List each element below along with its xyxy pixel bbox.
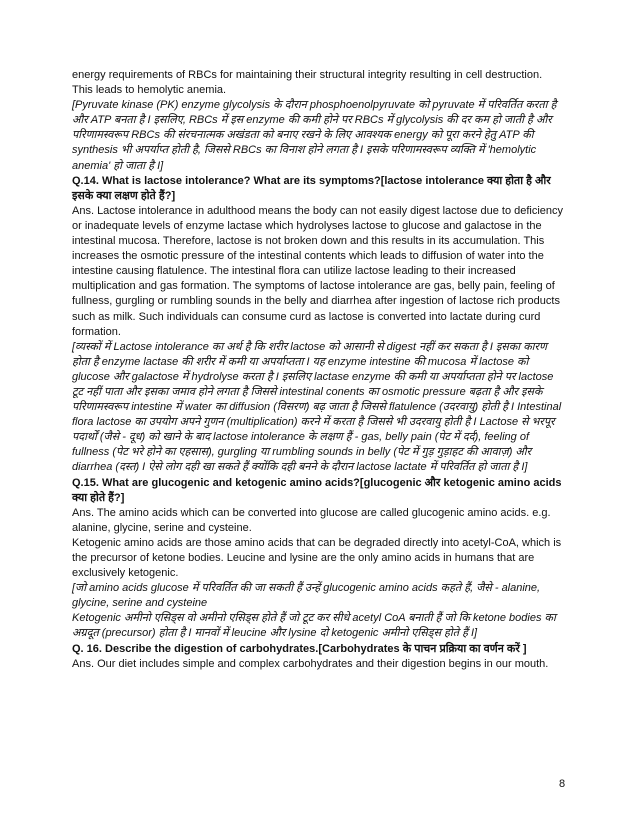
answer-15-glucogenic: Ans. The amino acids which can be converted into glucose are called glucogenic amino acids. e.g. alanine, glycine, serine and cysteine. <box>72 506 551 534</box>
question-14: Q.14. What is lactose intolerance? What are its symptoms?[lactose intolerance क्या होता है और इसके क्या लक्षण होते हैं?] <box>72 174 551 202</box>
question-15: Q.15. What are glucogenic and ketogenic amino acids?[glucogenic और ketogenic amino acids क्या होते हैं?] <box>72 476 562 504</box>
answer-15-ketogenic: Ketogenic amino acids are those amino acids that can be degraded directly into acetyl-CoA, which is the precursor of ketone bodies. Leucine and lysine are the only amino acids in humans that are exclusively ketogenic. <box>72 536 562 580</box>
answer-15-hindi-ketogenic: Ketogenic अमीनो एसिड्स वो अमीनो एसिड्स होते हैं जो टूट कर सीधे acetyl CoA बनाती हैं जो कि ketone bodies का अग्रदूत (precursor) होता है I मानवों में leucine और lysine दो ketogenic अमीनो एसिड्स होते हैं I] <box>72 612 556 640</box>
page-number: 8 <box>559 778 566 790</box>
answer-16-english: Ans. Our diet includes simple and complex carbohydrates and their digestion begins in our mouth. <box>72 657 549 670</box>
paragraph-anemia-hindi: [Pyruvate kinase (PK) enzyme glycolysis के दौरान phosphoenolpyruvate को pyruvate में परिवर्तित करता है और ATP बनता है I इसलिए, RBCs में इस enzyme की कमी होने पर RBCs में glycolysis की दर कम हो जाती है और परिणामस्वरूप RBCs की संरचनात्मक अखंडता को बनाए रखने के लिए आवश्यक energy को पूरा करने हेतु ATP की synthesis भी अपर्याप्त होती है, जिससे RBCs का विनाश होने लगता है I इसके परिणामस्वरूप व्यक्ति में 'hemolytic anemia' हो जाता है I] <box>72 99 557 172</box>
page-content <box>72 68 564 672</box>
answer-14-hindi: [व्यस्कों में Lactose intolerance का अर्थ है कि शरीर lactose को आसानी से digest नहीं कर सकता है I इसका कारण होता है enzyme lactase की शरीर में कमी या अपर्याप्तता I यह enzyme intestine की mucosa में lactose को glucose और galactose में hydrolyse करता है I इसलिए lactase enzyme की कमी या अपर्याप्तता होने पर lactose टूट नहीं पाता और इसका जमाव होने लगता है जिससे intestinal conents का osmotic pressure बढ़ता है और इसके परिणामस्वरूप intestine में water का diffusion (विसरण) बढ़ जाता है जिससे flatulence (उदरवायु) होती है I Intestinal flora lactose का उपयोग अपने गुणन (multiplication) करने में करता है जिससे भी उदरवायु होती है I Lactose से भरपूर पदार्थों (जैसे - दूध) को खाने के बाद lactose intolerance के लक्षण हैं - gas, belly pain (पेट में दर्द), feeling of fullness (पेट भरे होने का एहसास), gurgling या rumbling sounds in belly (पेट में गुड़ गुड़ाहट की आवाज़) और diarrhea (दस्त) I ऐसे लोग दही खा सकते हैं क्योंकि दही बनने के दौरान lactose lactate में परिवर्तित हो जाता है I] <box>72 340 562 474</box>
answer-15-hindi-glucogenic: [जो amino acids glucose में परिवर्तित की जा सकती हैं उन्हें glucogenic amino acids कहते हैं, जैसे - alanine, glycine, serine and cysteine <box>72 582 541 610</box>
question-16: Q. 16. Describe the digestion of carbohydrates.[Carbohydrates के पाचन प्रक्रिया का वर्णन करें ] <box>72 642 527 655</box>
paragraph-anemia-english: energy requirements of RBCs for maintaining their structural integrity resulting in cell destruction. This leads to hemolytic anemia. <box>72 69 543 97</box>
answer-14-english: Ans. Lactose intolerance in adulthood means the body can not easily digest lactose due to deficiency or inadequate levels of enzyme lactase which hydrolyses lactose to glucose and galactose in the intestinal mucosa. Therefore, lactose is not broken down and this results in its accumulation. This increases the osmotic pressure of the intestinal contents which leads to diffusion of water into the intestine causing flatulence. The intestinal flora can utilize lactose leading to their increased multiplication and gas formation. The symptoms of lactose intolerance are gas, belly pain, feeling of fullness, gurgling or rumbling sounds in the belly and diarrhea after ingestion of lactose rich products such as milk. Such individuals can consume curd as lactose is converted into lactate during curd formation. <box>72 204 564 338</box>
